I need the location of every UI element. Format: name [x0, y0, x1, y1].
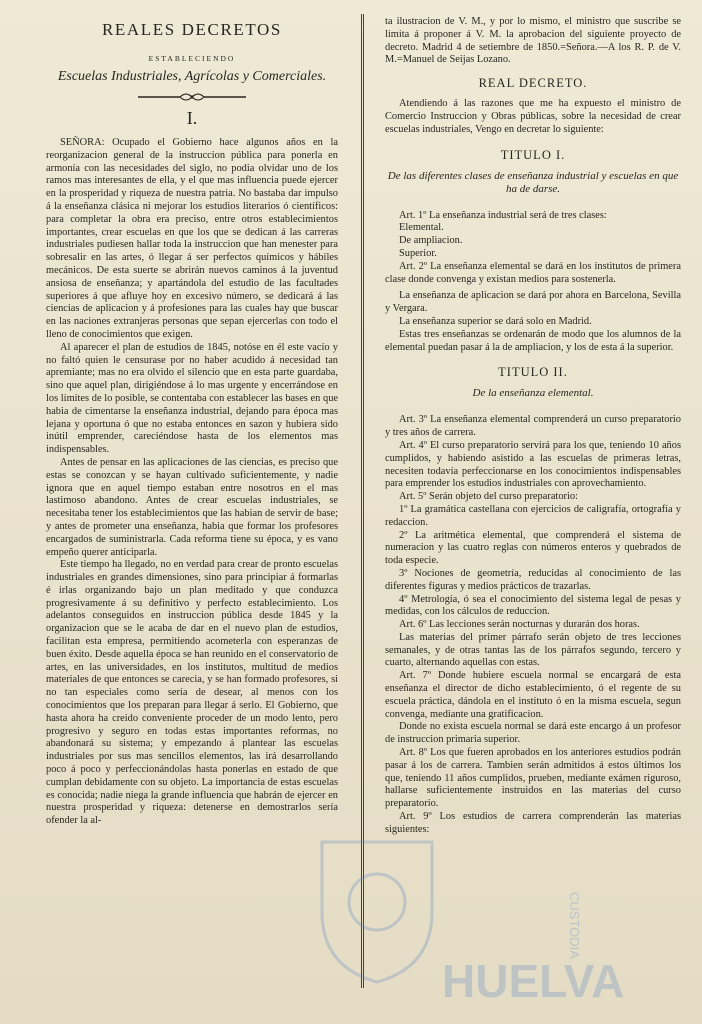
- article-paragraph: 4º Metrología, ó sea el conocimiento del sistema legal de pesas y medidas, con los cálculos de reduccion.: [385, 593, 681, 618]
- article-paragraph: Donde no exista escuela normal se dará este encargo á un profesor de instruccion primaria superior.: [385, 721, 681, 746]
- article-paragraph: Art. 9º Los estudios de carrera comprenderán las materias siguientes:: [385, 811, 681, 835]
- paragraph: Antes de pensar en las aplicaciones de las ciencias, es preciso que estas se conozcan y se hayan cultivado suficientemente, y nadie ignora que en aquel tiempo estaban entre nosotros en el mas lastimoso abandono. Antes de crear escuelas industriales, se necesitaba tener los establecimientos que las habian de servir de base; y antes de prometer una enseñanza, habia que formar los profesores encargados de suministrarla. Cada reforma tiene su época, y es vano empeño querer anticiparla.: [46, 456, 338, 558]
- article-paragraph: Art. 2º La enseñanza elemental se dará en los institutos de primera clase donde convenga y existan medios para sostenerla.: [385, 260, 681, 285]
- left-column: [46, 0, 338, 828]
- article-paragraph: La enseñanza de aplicacion se dará por ahora en Barcelona, Sevilla y Vergara.: [385, 290, 681, 315]
- article-paragraph: Art. 3º La enseñanza elemental comprenderá un curso preparatorio y tres años de carrera.: [385, 414, 681, 439]
- decree-heading: REAL DECRETO.: [478, 76, 588, 91]
- decree-intro: Atendiendo á las razones que me ha expuesto el ministro de Comercio Instruccion y Obras públicas, sobre la necesidad de crear escuelas industriales, Vengo en decretar lo siguiente:: [385, 98, 681, 135]
- crest-outline: [322, 842, 432, 982]
- section-numeral: I.: [186, 108, 198, 128]
- article-paragraph: La enseñanza superior se dará solo en Madrid.: [399, 315, 592, 327]
- right-column: [385, 0, 681, 837]
- article-paragraph: Elemental.: [399, 222, 444, 234]
- titulo-heading: TITULO I.: [500, 147, 566, 162]
- decree-topic: Escuelas Industriales, Agrícolas y Comerciales.: [57, 69, 327, 84]
- article-paragraph: Estas tres enseñanzas se ordenarán de modo que los alumnos de la elemental puedan pasar á la de ampliacion, y los de esta á la superior.: [385, 328, 681, 353]
- article-paragraph: Superior.: [399, 247, 437, 259]
- library-watermark-icon: [302, 822, 632, 1012]
- article-paragraph: 3º Nociones de geometría, reducidas al conocimiento de las diferentes figuras y medios prácticos de trazarlas.: [385, 567, 681, 592]
- watermark-text: HUELVA: [442, 955, 625, 1007]
- article-paragraph: Art. 7º Donde hubiere escuela normal se encargará de esta enseñanza el director de dicho establecimiento, ó el regente de su escuela práctica, dándola en el instituto ó en la misma escuela, segun convenga, mediante una gratificacion.: [385, 670, 681, 720]
- article-paragraph: 2º La aritmética elemental, que comprenderá el sistema de numeracion y las cuatro reglas con números enteros y quebrados de toda especie.: [385, 529, 681, 567]
- paragraph: SEÑORA: Ocupado el Gobierno hace algunos años en la reorganizacion general de la instruccion pública para ponerla en armonía con las necesidades del siglo, no podia olvidar uno de los ramos mas interesantes de ella, y el que mas influencia puede ejercer en la prosperidad y riqueza de nuestra patria. No bastaba dar impulso á la enseñanza clásica ni mejorar los estudios literarios ó científicos: para completar la obra era preciso, entre otros establecimientos importantes, crear escuelas en que los que se dedican á las carreras industriales pudiesen hallar toda la instruccion que han menester para sobresalir en las artes, ó llegar á ser perfectos químicos y hábiles mecánicos. De esta suerte se abrirán nuevos caminos á la juventud ansiosa de enseñanza; y apartándola del estudio de las facultades superiores á que afluye hoy en excesivo número, se dedicará á las ciencias de aplicacion y á profesiones para las cuales hay que buscar en las naciones extranjeras personas que sepan ejercerlas con todo el lleno de conocimientos que exigen.: [46, 137, 338, 340]
- titulo-heading: TITULO II.: [498, 365, 568, 380]
- article-paragraph: Las materias del primer párrafo serán objeto de tres lecciones semanales, y de otras tantas las de los párrafos segundo, tercero y cuarto, alternando aquellas con estas.: [385, 631, 681, 669]
- article-paragraph: De ampliacion.: [399, 235, 463, 247]
- continuation-paragraph: ta ilustracion de V. M., y por lo mismo, el ministro que suscribe se limita á proponer á V. M. la aprobacion del siguiente proyecto de decreto. Madrid 4 de setiembre de 1850.=Señora.—A los R. P. de V. M.=Manuel de Seijas Lozano.: [385, 16, 681, 66]
- article-paragraph: Art. 4º El curso preparatorio servirá para los que, teniendo 10 años cumplidos, y habiendo asistido a las escuelas de primeras letras, necesiten todavía perfeccionarse en los conocimientos indispensables para emprender los estudios industriales con aprovechamiento.: [385, 439, 681, 490]
- titulo-subheading: De la enseñanza elemental.: [472, 387, 594, 400]
- titulo-subheading: De las diferentes clases de enseñanza industrial y escuelas en que ha de darse.: [387, 169, 679, 195]
- article-paragraph: 1º La gramática castellana con ejercicios de caligrafía, ortografía y redaccion.: [385, 503, 681, 528]
- watermark-side-text: CUSTODIA: [567, 892, 582, 959]
- article-paragraph: Art. 5º Serán objeto del curso preparatorio:: [399, 491, 578, 503]
- paragraph: Al aparecer el plan de estudios de 1845, notóse en él este vacío y no faltó quien le censurase por no haber acudido á necesidad tan apremiante; mas no era olvido el silencio que en esta parte guardaba, sino que aquel plan, dirigiéndose á lo mas urgente y encerrándose en los límites de lo posible, se contentaba con establecer las bases en que habia de cimentarse la enseñanza industrial, dejando para época mas lejana y oportuna ó que no estaba entonces en sazon y hubiera sido inútil emprender, careciéndose hasta de los elementos mas indispensables.: [46, 341, 338, 456]
- paragraph: Este tiempo ha llegado, no en verdad para crear de pronto escuelas industriales en grandes dimensiones, sino para principiar á formarlas é irlas organizando bajo un plan meditado y que conduzca progresivamente á su definitivo y perfecto establecimiento. Los adelantos conseguidos en instruccion pública desde 1845 y la organizacion que se le acaba de dar en el nuevo plan de estudios, facilitan esta empresa, permitiendo acometerla con esperanzas de buen éxito. Desde aquella época se han reunido en el conservatorio de artes, en las universidades, en los institutos, multitud de medios materiales de que entonces se carecia, y se han formado profesores, si no tan especiales como sería de desear, al menos con los conocimientos que los preparan para llegar á serlo. El Gobierno, que hasta ahora ha creido conveniente proceder de un modo lento, pero progresivo y seguro en todas estas importantes reformas, no abandonará su sistema; y empezando á plantear las escuelas industriales por sus mas sencillos elementos, las irá desarrollando poco á poco y perfeccionándolas hasta ponerlas en estado de que cumplan debidamente con su objeto. La importancia de estas escuelas es conocida; nadie niega la grande influencia que habrán de ejercer en nuestra prosperidad y riqueza: detenerse en demostrarlos sería ofender la al-: [46, 559, 338, 827]
- ornamental-divider-icon: [46, 90, 338, 102]
- article-paragraph: Art. 1º La enseñanza industrial será de tres clases:: [399, 209, 607, 221]
- article-paragraph: Art. 6º Las lecciones serán nocturnas y durarán dos horas.: [399, 619, 640, 631]
- article-paragraph: Art. 8º Los que fueren aprobados en los anteriores estudios podrán pasar á los de carrera. Tambien serán admitidos á estos últimos los que, teniendo 11 años cumplidos, prueben, mediante exámen riguroso, hallarse suficientemente instruidos en las materias del curso preparatorio.: [385, 747, 681, 810]
- page-subtitle: ESTABLECIENDO: [148, 54, 236, 63]
- page-title: REALES DECRETOS: [101, 20, 282, 39]
